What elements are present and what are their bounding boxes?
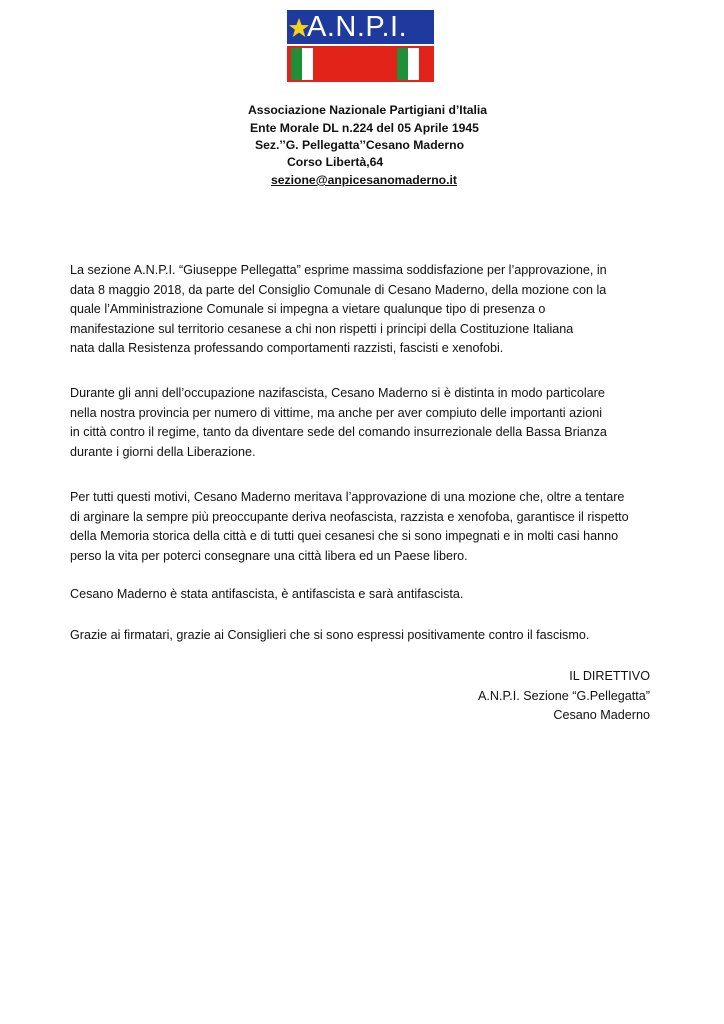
header-address: Corso Libertà,64 <box>287 155 384 169</box>
logo-flag-right-green <box>397 48 408 80</box>
paragraph-5 <box>70 626 670 646</box>
header-email-link[interactable]: sezione@anpicesanomaderno.it <box>271 173 457 187</box>
paragraph-line: della Memoria storica della città e di tutti quei cesanesi che si sono impegnati e in molti casi hanno <box>70 529 619 543</box>
header-association-name: Associazione Nazionale Partigiani d’Italia <box>248 103 488 117</box>
paragraph-line: Cesano Maderno è stata antifascista, è antifascista e sarà antifascista. <box>70 587 464 601</box>
paragraph-line: nella nostra provincia per numero di vittime, ma anche per aver compiuto delle importanti azioni <box>70 405 602 420</box>
logo-flag-right-white <box>408 48 419 80</box>
paragraph-2 <box>70 384 670 462</box>
paragraph-4 <box>70 585 670 605</box>
header-section-name: Sez.’’G. Pellegatta’’Cesano Maderno <box>255 138 465 152</box>
header-legal-status: Ente Morale DL n.224 del 05 Aprile 1945 <box>250 121 479 135</box>
paragraph-line: Per tutti questi motivi, Cesano Maderno meritava l’approvazione di una mozione che, oltre a tentare <box>70 490 625 504</box>
paragraph-line: La sezione A.N.P.I. “Giuseppe Pellegatta” esprime massima soddisfazione per l’approvazione, in <box>70 263 607 277</box>
paragraph-1 <box>70 261 670 359</box>
paragraph-line: durante i giorni della Liberazione. <box>70 444 256 459</box>
logo-text: A.N.P.I. <box>307 11 408 43</box>
paragraph-line: Durante gli anni dell’occupazione nazifascista, Cesano Maderno si è distinta in modo particolare <box>70 386 605 400</box>
logo-flag-left-green <box>291 48 302 80</box>
paragraph-line: nata dalla Resistenza professando comportamenti razzisti, fascisti e xenofobi. <box>70 341 504 355</box>
anpi-logo <box>287 10 434 82</box>
signature-organization: A.N.P.I. Sezione “G.Pellegatta” <box>478 688 650 703</box>
signature-title: IL DIRETTIVO <box>569 669 650 683</box>
paragraph-line: in città contro il regime, tanto da diventare sede del comando insurrezionale della Bassa Brianza <box>70 425 607 439</box>
paragraph-line: manifestazione sul territorio cesanese a chi non rispetti i principi della Costituzione Italiana <box>70 321 574 336</box>
paragraph-line: data 8 maggio 2018, da parte del Consiglio Comunale di Cesano Maderno, della mozione con la <box>70 282 607 297</box>
signature-block <box>478 667 650 726</box>
paragraph-3 <box>70 488 670 566</box>
logo-flag-right-red <box>419 48 430 80</box>
paragraph-line: di arginare la sempre più preoccupante deriva neofascista, razzista e xenofoba, garantisce il rispetto <box>70 509 629 524</box>
logo-flag-left-white <box>302 48 313 80</box>
paragraph-line: quale l’Amministrazione Comunale si impegna a vietare qualunque tipo di presenza o <box>70 302 546 316</box>
signature-location: Cesano Maderno <box>553 708 650 722</box>
paragraph-line: perso la vita per poterci consegnare una città libera ed un Paese libero. <box>70 548 468 563</box>
logo-flag-left-red <box>313 48 324 80</box>
paragraph-line: Grazie ai firmatari, grazie ai Consiglieri che si sono espressi positivamente contro il fascismo. <box>70 628 590 642</box>
